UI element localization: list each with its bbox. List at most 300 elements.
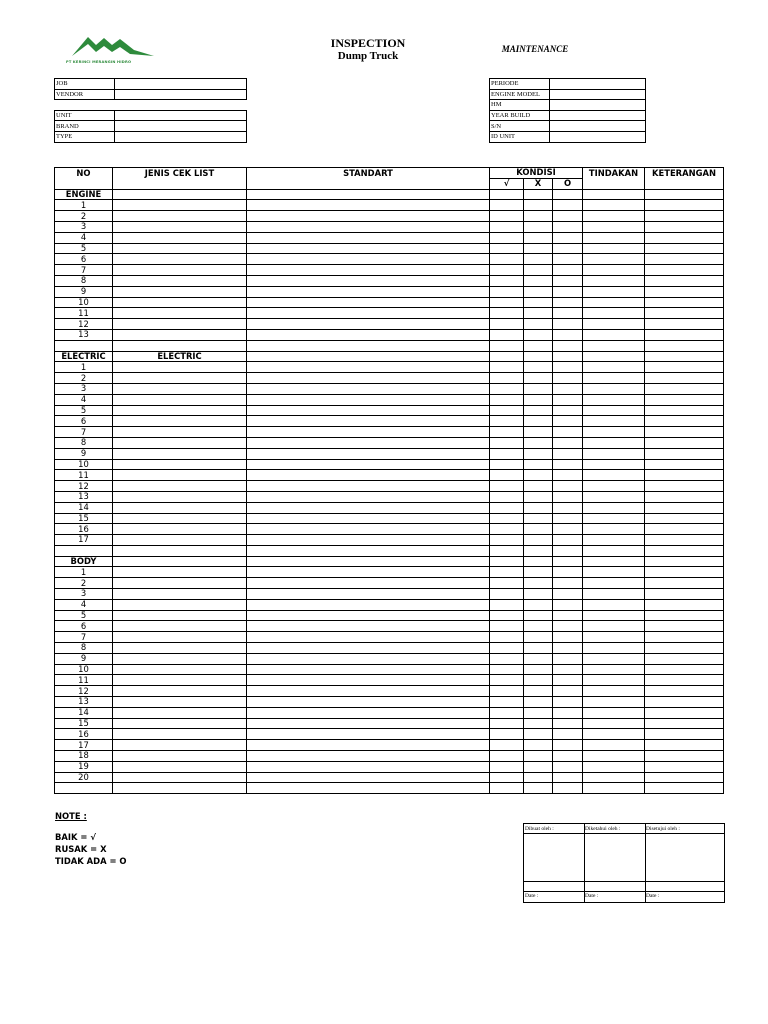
keterangan-cell[interactable] xyxy=(645,643,724,654)
check-bad-cell[interactable] xyxy=(524,761,553,772)
check-na-cell[interactable] xyxy=(553,189,583,200)
tindakan-cell[interactable] xyxy=(583,297,645,308)
standart-cell[interactable] xyxy=(247,621,490,632)
keterangan-cell[interactable] xyxy=(645,362,724,373)
standart-cell[interactable] xyxy=(247,200,490,211)
check-good-cell[interactable] xyxy=(490,653,524,664)
check-good-cell[interactable] xyxy=(490,383,524,394)
check-na-cell[interactable] xyxy=(553,427,583,438)
keterangan-cell[interactable] xyxy=(645,653,724,664)
keterangan-cell[interactable] xyxy=(645,265,724,276)
check-bad-cell[interactable] xyxy=(524,340,553,351)
keterangan-cell[interactable] xyxy=(645,383,724,394)
standart-cell[interactable] xyxy=(247,319,490,330)
jenis-cell[interactable] xyxy=(113,232,247,243)
keterangan-cell[interactable] xyxy=(645,286,724,297)
keterangan-cell[interactable] xyxy=(645,221,724,232)
check-na-cell[interactable] xyxy=(553,351,583,362)
keterangan-cell[interactable] xyxy=(645,664,724,675)
standart-cell[interactable] xyxy=(247,729,490,740)
keterangan-cell[interactable] xyxy=(645,232,724,243)
standart-cell[interactable] xyxy=(247,491,490,502)
info-value[interactable] xyxy=(550,100,646,111)
tindakan-cell[interactable] xyxy=(583,200,645,211)
check-bad-cell[interactable] xyxy=(524,470,553,481)
jenis-cell[interactable] xyxy=(113,740,247,751)
check-bad-cell[interactable] xyxy=(524,686,553,697)
keterangan-cell[interactable] xyxy=(645,448,724,459)
jenis-cell[interactable] xyxy=(113,416,247,427)
check-bad-cell[interactable] xyxy=(524,437,553,448)
standart-cell[interactable] xyxy=(247,578,490,589)
check-good-cell[interactable] xyxy=(490,761,524,772)
check-good-cell[interactable] xyxy=(490,664,524,675)
tindakan-cell[interactable] xyxy=(583,567,645,578)
blank-cell[interactable] xyxy=(55,783,113,794)
check-good-cell[interactable] xyxy=(490,470,524,481)
jenis-cell[interactable] xyxy=(113,632,247,643)
info-value[interactable] xyxy=(550,79,646,90)
tindakan-cell[interactable] xyxy=(583,524,645,535)
standart-cell[interactable] xyxy=(247,394,490,405)
jenis-cell[interactable] xyxy=(113,578,247,589)
check-good-cell[interactable] xyxy=(490,362,524,373)
check-na-cell[interactable] xyxy=(553,621,583,632)
check-good-cell[interactable] xyxy=(490,394,524,405)
check-na-cell[interactable] xyxy=(553,589,583,600)
signature-approved-by[interactable] xyxy=(645,824,724,902)
check-na-cell[interactable] xyxy=(553,556,583,567)
info-value[interactable] xyxy=(550,89,646,100)
check-na-cell[interactable] xyxy=(553,394,583,405)
check-bad-cell[interactable] xyxy=(524,221,553,232)
jenis-cell[interactable] xyxy=(113,610,247,621)
tindakan-cell[interactable] xyxy=(583,643,645,654)
standart-cell[interactable] xyxy=(247,437,490,448)
check-bad-cell[interactable] xyxy=(524,448,553,459)
standart-cell[interactable] xyxy=(247,340,490,351)
check-na-cell[interactable] xyxy=(553,783,583,794)
check-na-cell[interactable] xyxy=(553,761,583,772)
tindakan-cell[interactable] xyxy=(583,265,645,276)
keterangan-cell[interactable] xyxy=(645,373,724,384)
check-na-cell[interactable] xyxy=(553,653,583,664)
check-bad-cell[interactable] xyxy=(524,664,553,675)
jenis-cell[interactable] xyxy=(113,394,247,405)
jenis-cell[interactable] xyxy=(113,319,247,330)
check-good-cell[interactable] xyxy=(490,286,524,297)
check-bad-cell[interactable] xyxy=(524,383,553,394)
check-good-cell[interactable] xyxy=(490,707,524,718)
jenis-cell[interactable] xyxy=(113,621,247,632)
jenis-cell[interactable] xyxy=(113,308,247,319)
tindakan-cell[interactable] xyxy=(583,221,645,232)
check-bad-cell[interactable] xyxy=(524,751,553,762)
keterangan-cell[interactable] xyxy=(645,427,724,438)
check-good-cell[interactable] xyxy=(490,351,524,362)
check-na-cell[interactable] xyxy=(553,286,583,297)
standart-cell[interactable] xyxy=(247,405,490,416)
check-na-cell[interactable] xyxy=(553,373,583,384)
check-good-cell[interactable] xyxy=(490,729,524,740)
check-na-cell[interactable] xyxy=(553,308,583,319)
check-good-cell[interactable] xyxy=(490,481,524,492)
check-bad-cell[interactable] xyxy=(524,675,553,686)
tindakan-cell[interactable] xyxy=(583,783,645,794)
keterangan-cell[interactable] xyxy=(645,686,724,697)
check-good-cell[interactable] xyxy=(490,221,524,232)
keterangan-cell[interactable] xyxy=(645,599,724,610)
tindakan-cell[interactable] xyxy=(583,772,645,783)
check-good-cell[interactable] xyxy=(490,675,524,686)
tindakan-cell[interactable] xyxy=(583,707,645,718)
check-na-cell[interactable] xyxy=(553,578,583,589)
standart-cell[interactable] xyxy=(247,308,490,319)
check-bad-cell[interactable] xyxy=(524,319,553,330)
standart-cell[interactable] xyxy=(247,221,490,232)
tindakan-cell[interactable] xyxy=(583,373,645,384)
check-na-cell[interactable] xyxy=(553,448,583,459)
jenis-cell[interactable] xyxy=(113,275,247,286)
signature-made-by[interactable] xyxy=(524,824,585,902)
check-na-cell[interactable] xyxy=(553,707,583,718)
info-value[interactable] xyxy=(115,79,247,90)
check-good-cell[interactable] xyxy=(490,448,524,459)
check-good-cell[interactable] xyxy=(490,243,524,254)
tindakan-cell[interactable] xyxy=(583,491,645,502)
keterangan-cell[interactable] xyxy=(645,513,724,524)
check-bad-cell[interactable] xyxy=(524,459,553,470)
check-good-cell[interactable] xyxy=(490,535,524,546)
check-bad-cell[interactable] xyxy=(524,351,553,362)
check-na-cell[interactable] xyxy=(553,383,583,394)
blank-cell[interactable] xyxy=(55,340,113,351)
check-good-cell[interactable] xyxy=(490,427,524,438)
check-na-cell[interactable] xyxy=(553,405,583,416)
check-good-cell[interactable] xyxy=(490,416,524,427)
check-na-cell[interactable] xyxy=(553,275,583,286)
tindakan-cell[interactable] xyxy=(583,470,645,481)
check-na-cell[interactable] xyxy=(553,362,583,373)
check-good-cell[interactable] xyxy=(490,545,524,556)
keterangan-cell[interactable] xyxy=(645,319,724,330)
check-na-cell[interactable] xyxy=(553,243,583,254)
check-bad-cell[interactable] xyxy=(524,373,553,384)
info-value[interactable] xyxy=(115,110,247,121)
standart-cell[interactable] xyxy=(247,265,490,276)
standart-cell[interactable] xyxy=(247,686,490,697)
keterangan-cell[interactable] xyxy=(645,189,724,200)
jenis-cell[interactable] xyxy=(113,221,247,232)
tindakan-cell[interactable] xyxy=(583,405,645,416)
jenis-cell[interactable] xyxy=(113,427,247,438)
check-na-cell[interactable] xyxy=(553,200,583,211)
tindakan-cell[interactable] xyxy=(583,340,645,351)
check-bad-cell[interactable] xyxy=(524,362,553,373)
check-good-cell[interactable] xyxy=(490,405,524,416)
check-bad-cell[interactable] xyxy=(524,643,553,654)
tindakan-cell[interactable] xyxy=(583,761,645,772)
check-na-cell[interactable] xyxy=(553,211,583,222)
keterangan-cell[interactable] xyxy=(645,697,724,708)
keterangan-cell[interactable] xyxy=(645,535,724,546)
check-na-cell[interactable] xyxy=(553,751,583,762)
check-na-cell[interactable] xyxy=(553,599,583,610)
tindakan-cell[interactable] xyxy=(583,740,645,751)
check-good-cell[interactable] xyxy=(490,308,524,319)
check-na-cell[interactable] xyxy=(553,632,583,643)
check-na-cell[interactable] xyxy=(553,459,583,470)
check-na-cell[interactable] xyxy=(553,265,583,276)
tindakan-cell[interactable] xyxy=(583,254,645,265)
keterangan-cell[interactable] xyxy=(645,556,724,567)
check-na-cell[interactable] xyxy=(553,254,583,265)
jenis-cell[interactable] xyxy=(113,340,247,351)
tindakan-cell[interactable] xyxy=(583,448,645,459)
jenis-cell[interactable] xyxy=(113,643,247,654)
standart-cell[interactable] xyxy=(247,243,490,254)
check-good-cell[interactable] xyxy=(490,329,524,340)
tindakan-cell[interactable] xyxy=(583,502,645,513)
standart-cell[interactable] xyxy=(247,610,490,621)
check-na-cell[interactable] xyxy=(553,545,583,556)
standart-cell[interactable] xyxy=(247,675,490,686)
jenis-cell[interactable] xyxy=(113,459,247,470)
check-good-cell[interactable] xyxy=(490,491,524,502)
signature-known-by[interactable] xyxy=(584,824,646,902)
check-na-cell[interactable] xyxy=(553,675,583,686)
tindakan-cell[interactable] xyxy=(583,632,645,643)
check-good-cell[interactable] xyxy=(490,621,524,632)
keterangan-cell[interactable] xyxy=(645,729,724,740)
keterangan-cell[interactable] xyxy=(645,254,724,265)
check-na-cell[interactable] xyxy=(553,664,583,675)
check-na-cell[interactable] xyxy=(553,535,583,546)
keterangan-cell[interactable] xyxy=(645,437,724,448)
jenis-cell[interactable] xyxy=(113,761,247,772)
keterangan-cell[interactable] xyxy=(645,761,724,772)
tindakan-cell[interactable] xyxy=(583,621,645,632)
standart-cell[interactable] xyxy=(247,783,490,794)
tindakan-cell[interactable] xyxy=(583,416,645,427)
keterangan-cell[interactable] xyxy=(645,211,724,222)
tindakan-cell[interactable] xyxy=(583,275,645,286)
tindakan-cell[interactable] xyxy=(583,513,645,524)
info-value[interactable] xyxy=(115,121,247,132)
check-bad-cell[interactable] xyxy=(524,416,553,427)
check-na-cell[interactable] xyxy=(553,502,583,513)
blank-cell[interactable] xyxy=(55,545,113,556)
info-value[interactable] xyxy=(115,131,247,142)
tindakan-cell[interactable] xyxy=(583,459,645,470)
jenis-cell[interactable] xyxy=(113,481,247,492)
info-value[interactable] xyxy=(550,121,646,132)
check-good-cell[interactable] xyxy=(490,189,524,200)
standart-cell[interactable] xyxy=(247,643,490,654)
jenis-cell[interactable] xyxy=(113,783,247,794)
check-na-cell[interactable] xyxy=(553,329,583,340)
check-good-cell[interactable] xyxy=(490,578,524,589)
standart-cell[interactable] xyxy=(247,556,490,567)
check-na-cell[interactable] xyxy=(553,740,583,751)
standart-cell[interactable] xyxy=(247,567,490,578)
standart-cell[interactable] xyxy=(247,362,490,373)
check-bad-cell[interactable] xyxy=(524,308,553,319)
check-bad-cell[interactable] xyxy=(524,502,553,513)
check-bad-cell[interactable] xyxy=(524,599,553,610)
check-good-cell[interactable] xyxy=(490,211,524,222)
tindakan-cell[interactable] xyxy=(583,556,645,567)
tindakan-cell[interactable] xyxy=(583,697,645,708)
keterangan-cell[interactable] xyxy=(645,459,724,470)
jenis-cell[interactable] xyxy=(113,265,247,276)
check-bad-cell[interactable] xyxy=(524,200,553,211)
jenis-cell[interactable] xyxy=(113,567,247,578)
keterangan-cell[interactable] xyxy=(645,675,724,686)
check-bad-cell[interactable] xyxy=(524,513,553,524)
jenis-cell[interactable] xyxy=(113,211,247,222)
standart-cell[interactable] xyxy=(247,351,490,362)
tindakan-cell[interactable] xyxy=(583,729,645,740)
tindakan-cell[interactable] xyxy=(583,211,645,222)
jenis-cell[interactable] xyxy=(113,751,247,762)
check-good-cell[interactable] xyxy=(490,697,524,708)
jenis-cell[interactable] xyxy=(113,254,247,265)
check-good-cell[interactable] xyxy=(490,751,524,762)
check-na-cell[interactable] xyxy=(553,524,583,535)
info-value[interactable] xyxy=(550,110,646,121)
check-good-cell[interactable] xyxy=(490,567,524,578)
check-bad-cell[interactable] xyxy=(524,740,553,751)
standart-cell[interactable] xyxy=(247,653,490,664)
check-na-cell[interactable] xyxy=(553,729,583,740)
standart-cell[interactable] xyxy=(247,545,490,556)
check-good-cell[interactable] xyxy=(490,740,524,751)
check-bad-cell[interactable] xyxy=(524,254,553,265)
check-bad-cell[interactable] xyxy=(524,653,553,664)
standart-cell[interactable] xyxy=(247,297,490,308)
keterangan-cell[interactable] xyxy=(645,340,724,351)
check-good-cell[interactable] xyxy=(490,297,524,308)
tindakan-cell[interactable] xyxy=(583,599,645,610)
jenis-cell[interactable] xyxy=(113,718,247,729)
jenis-cell[interactable] xyxy=(113,329,247,340)
check-good-cell[interactable] xyxy=(490,265,524,276)
jenis-cell[interactable] xyxy=(113,491,247,502)
check-na-cell[interactable] xyxy=(553,697,583,708)
tindakan-cell[interactable] xyxy=(583,751,645,762)
jenis-cell[interactable] xyxy=(113,405,247,416)
check-good-cell[interactable] xyxy=(490,643,524,654)
tindakan-cell[interactable] xyxy=(583,329,645,340)
check-bad-cell[interactable] xyxy=(524,610,553,621)
keterangan-cell[interactable] xyxy=(645,578,724,589)
jenis-cell[interactable] xyxy=(113,297,247,308)
jenis-cell[interactable] xyxy=(113,243,247,254)
keterangan-cell[interactable] xyxy=(645,524,724,535)
standart-cell[interactable] xyxy=(247,286,490,297)
jenis-cell[interactable] xyxy=(113,589,247,600)
check-good-cell[interactable] xyxy=(490,556,524,567)
check-bad-cell[interactable] xyxy=(524,556,553,567)
tindakan-cell[interactable] xyxy=(583,686,645,697)
check-na-cell[interactable] xyxy=(553,319,583,330)
standart-cell[interactable] xyxy=(247,524,490,535)
check-na-cell[interactable] xyxy=(553,643,583,654)
standart-cell[interactable] xyxy=(247,232,490,243)
check-bad-cell[interactable] xyxy=(524,481,553,492)
standart-cell[interactable] xyxy=(247,535,490,546)
tindakan-cell[interactable] xyxy=(583,675,645,686)
tindakan-cell[interactable] xyxy=(583,718,645,729)
jenis-cell[interactable] xyxy=(113,448,247,459)
tindakan-cell[interactable] xyxy=(583,664,645,675)
check-bad-cell[interactable] xyxy=(524,491,553,502)
jenis-cell[interactable] xyxy=(113,729,247,740)
tindakan-cell[interactable] xyxy=(583,610,645,621)
check-good-cell[interactable] xyxy=(490,599,524,610)
check-good-cell[interactable] xyxy=(490,718,524,729)
check-good-cell[interactable] xyxy=(490,275,524,286)
check-bad-cell[interactable] xyxy=(524,405,553,416)
jenis-cell[interactable] xyxy=(113,373,247,384)
keterangan-cell[interactable] xyxy=(645,394,724,405)
jenis-cell[interactable] xyxy=(113,599,247,610)
keterangan-cell[interactable] xyxy=(645,502,724,513)
check-good-cell[interactable] xyxy=(490,502,524,513)
check-bad-cell[interactable] xyxy=(524,772,553,783)
check-good-cell[interactable] xyxy=(490,459,524,470)
check-good-cell[interactable] xyxy=(490,513,524,524)
check-bad-cell[interactable] xyxy=(524,286,553,297)
check-good-cell[interactable] xyxy=(490,589,524,600)
jenis-cell[interactable] xyxy=(113,653,247,664)
check-na-cell[interactable] xyxy=(553,437,583,448)
check-bad-cell[interactable] xyxy=(524,567,553,578)
standart-cell[interactable] xyxy=(247,761,490,772)
check-bad-cell[interactable] xyxy=(524,189,553,200)
standart-cell[interactable] xyxy=(247,751,490,762)
keterangan-cell[interactable] xyxy=(645,751,724,762)
jenis-cell[interactable] xyxy=(113,437,247,448)
check-bad-cell[interactable] xyxy=(524,211,553,222)
check-na-cell[interactable] xyxy=(553,416,583,427)
jenis-cell[interactable] xyxy=(113,200,247,211)
check-good-cell[interactable] xyxy=(490,632,524,643)
check-bad-cell[interactable] xyxy=(524,697,553,708)
keterangan-cell[interactable] xyxy=(645,632,724,643)
standart-cell[interactable] xyxy=(247,254,490,265)
check-bad-cell[interactable] xyxy=(524,707,553,718)
keterangan-cell[interactable] xyxy=(645,491,724,502)
check-good-cell[interactable] xyxy=(490,319,524,330)
standart-cell[interactable] xyxy=(247,459,490,470)
standart-cell[interactable] xyxy=(247,470,490,481)
check-na-cell[interactable] xyxy=(553,221,583,232)
check-bad-cell[interactable] xyxy=(524,524,553,535)
check-bad-cell[interactable] xyxy=(524,243,553,254)
jenis-cell[interactable] xyxy=(113,513,247,524)
standart-cell[interactable] xyxy=(247,481,490,492)
tindakan-cell[interactable] xyxy=(583,189,645,200)
standart-cell[interactable] xyxy=(247,329,490,340)
standart-cell[interactable] xyxy=(247,427,490,438)
standart-cell[interactable] xyxy=(247,718,490,729)
standart-cell[interactable] xyxy=(247,513,490,524)
check-bad-cell[interactable] xyxy=(524,578,553,589)
jenis-cell[interactable] xyxy=(113,524,247,535)
check-na-cell[interactable] xyxy=(553,470,583,481)
